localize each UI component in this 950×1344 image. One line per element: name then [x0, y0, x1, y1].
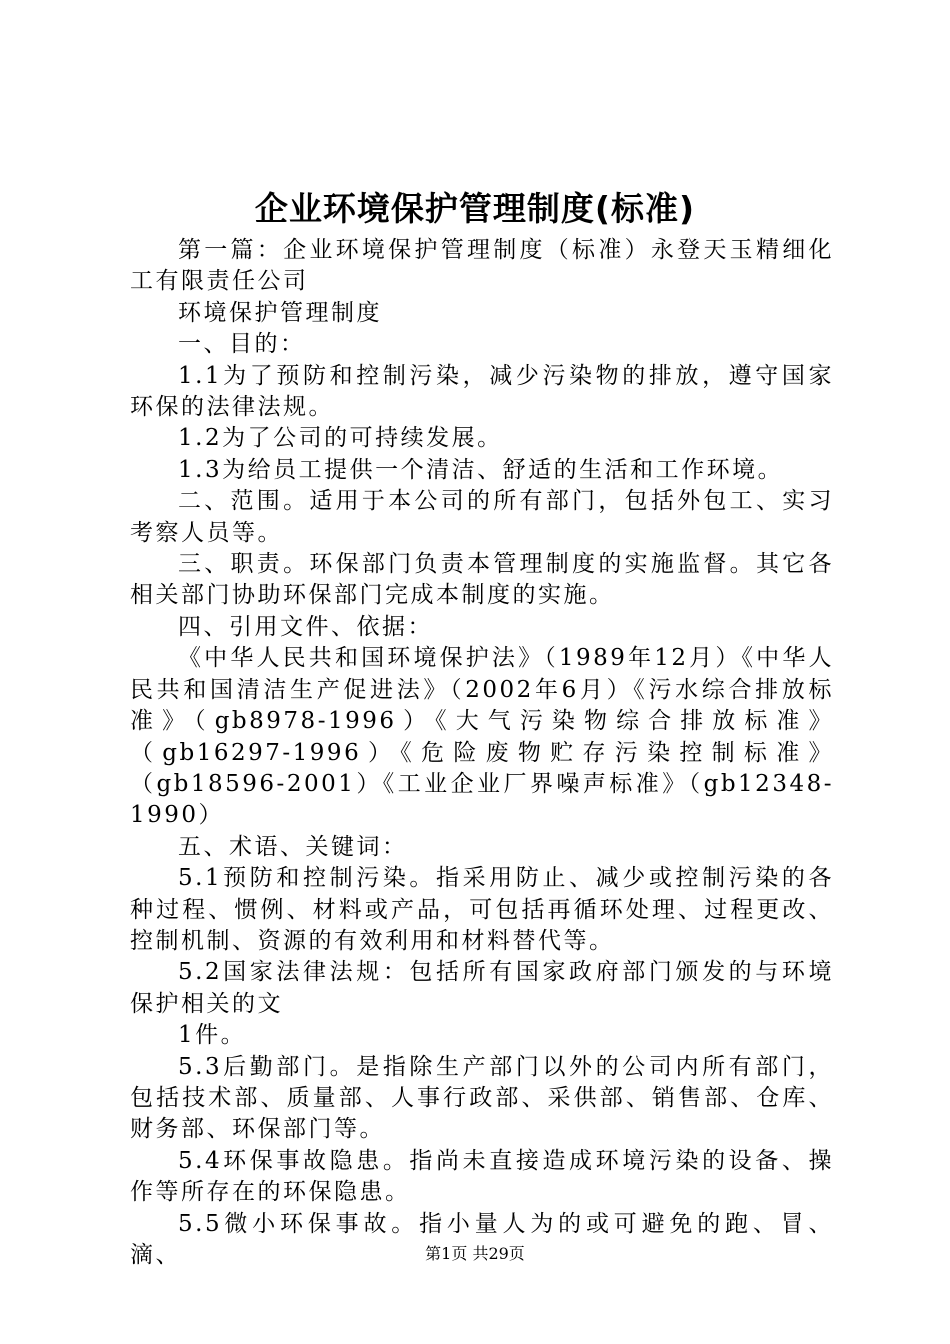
paragraph: 5.3后勤部门。是指除生产部门以外的公司内所有部门，包括技术部、质量部、人事行政部、采供部、销售部、仓库、财务部、环保部门等。	[130, 1053, 834, 1143]
document-title: 企业环境保护管理制度(标准)	[254, 189, 696, 228]
paragraph: 1.2为了公司的可持续发展。	[178, 425, 503, 452]
paragraph: 第一篇：企业环境保护管理制度（标准）永登天玉精细化工有限责任公司	[130, 237, 834, 295]
paragraph: 五、术语、关键词：	[178, 833, 408, 860]
paragraph: 1.3为给员工提供一个清洁、舒适的生活和工作环境。	[178, 456, 784, 483]
paragraph: 三、职责。环保部门负责本管理制度的实施监督。其它各相关部门协助环保部门完成本制度的实施。	[130, 551, 834, 609]
paragraph: 环境保护管理制度	[178, 299, 382, 326]
page-footer: 第1页 共29页	[425, 1244, 525, 1263]
paragraph: 1件。	[178, 1022, 247, 1049]
paragraph: 四、引用文件、依据：	[178, 613, 433, 640]
document-body	[130, 235, 834, 1271]
paragraph: 一、目的：	[178, 331, 306, 358]
paragraph: 5.1预防和控制污染。指采用防止、减少或控制污染的各种过程、惯例、材料或产品，可包括再循环处理、过程更改、控制机制、资源的有效利用和材料替代等。	[130, 865, 834, 954]
paragraph: 5.4环保事故隐患。指尚未直接造成环境污染的设备、操作等所存在的环保隐患。	[130, 1147, 834, 1206]
paragraph: 5.2国家法律法规：包括所有国家政府部门颁发的与环境保护相关的文	[130, 959, 834, 1017]
paragraph: 二、范围。适用于本公司的所有部门，包括外包工、实习考察人员等。	[130, 488, 834, 546]
paragraph: 《中华人民共和国环境保护法》（1989年12月）《中华人民共和国清洁生产促进法》（2002年6月）《污水综合排放标准》（gb8978-1996）《大气污染物综合排放标准》（gb16297-1996）《危险废物贮存污染控制标准》（gb18596-2001）《工业企业厂界噪声标准》（gb12348-1990）	[130, 645, 834, 829]
paragraph: 1.1为了预防和控制污染，减少污染物的排放，遵守国家环保的法律法规。	[130, 362, 834, 421]
paragraph: 5.5微小环保事故。指小量人为的或可避免的跑、冒、滴、	[130, 1210, 834, 1268]
